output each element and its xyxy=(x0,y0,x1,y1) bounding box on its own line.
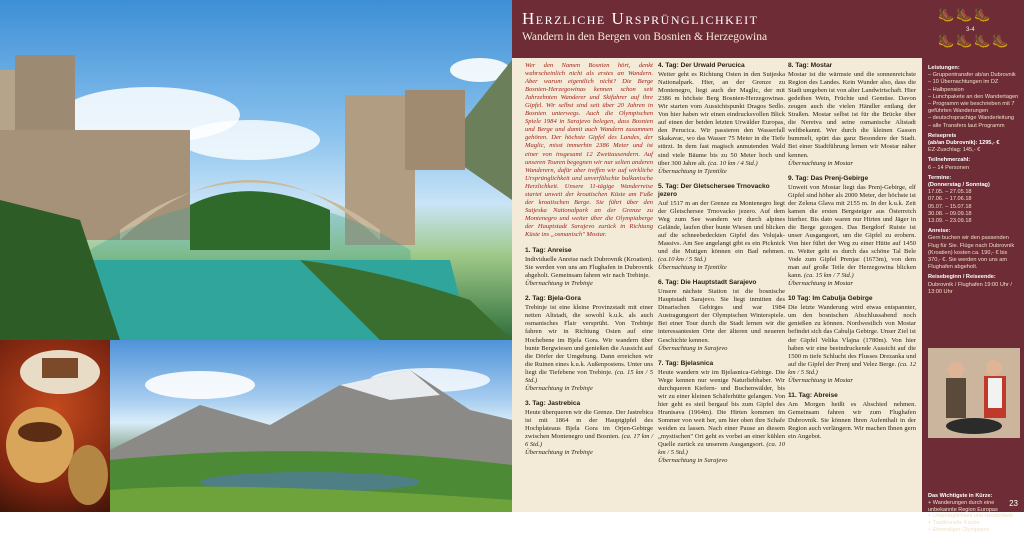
price-value: (ab/an Dubrovnik): 1295,- € xyxy=(928,140,1000,147)
day-overnight: Übernachtung in Mostar xyxy=(788,280,854,288)
service-item: – Gruppentransfer ab/an Dubrovnik xyxy=(928,72,1016,79)
day-text xyxy=(788,304,916,376)
dates-subheading: (Donnerstag / Sonntag) xyxy=(928,182,990,189)
day-heading: 6. Tag: Die Hauptstadt Sarajevo xyxy=(658,279,757,287)
start-end-heading: Reisebeginn / Reiseende: xyxy=(928,274,996,281)
day-entry xyxy=(788,62,916,168)
day-entry xyxy=(788,175,916,289)
date-item: 07.06. – 17.06.18 xyxy=(928,196,972,203)
day-entry xyxy=(525,400,653,457)
text-column-1 xyxy=(525,62,653,508)
participants-value: 6 – 14 Personen xyxy=(928,164,970,171)
price-heading: Reisepreis xyxy=(928,132,957,139)
day-overnight: Übernachtung in Tjentište xyxy=(658,167,727,175)
day-body: Trebinje ist eine kleine Provinzstadt mit einer netten Altstadt, die sowohl k.u.k. als auch osmanisches Flair versprüht. Von Trebinje fahren wir in Richtung Osten auf eine Hochebene im Bjela Gora. Wir wandern über bunte Bergwiesen und genießen die Aussicht auf die Dörfer der Umgebung. Dann erreichen wir die Ruinen eines k.u.k. Außenpostens. Unter uns liegt die Tiefebene von Trebinje. xyxy=(525,304,653,376)
arrival-heading: Anreise: xyxy=(928,228,951,235)
mostar-bridge-photo xyxy=(0,0,512,340)
page-subtitle: Wandern in den Bergen von Bosnien & Herzegowina xyxy=(522,31,768,43)
hiking-boot-icon: 🥾 xyxy=(974,7,991,22)
day-entry xyxy=(658,279,785,352)
day-duration: (ca. 17 km / 6 Std.) xyxy=(525,433,654,449)
page-title: Herzliche Ursprünglichkeit xyxy=(522,9,759,28)
hiking-boot-icon: 🥾 xyxy=(938,7,955,22)
key-fact-item: + Wanderungen durch eine unbekannte Region Europas xyxy=(928,499,998,513)
day-body: Weiter geht es Richtung Osten in den Sutjeska Nationalpark. Hier, an der Grenze zu Montenegro, liegt auch der Maglic, der mit 2386 m höchste Berg Bosnien-Herzegowinas. Wir starten vom Aussichtspunkt Dragos Sedlo. Von hier haben wir einen eindrucksvollen Blick auf einen der beiden letzten Urwälder Europas, den Perucica. Wir passieren den Wasserfall Skakavac, wo das Wasser 75 Meter in die Tiefe stürzt. In dem fast magisch anmutenden Wald sind viele Bäume bis zu 50 Meter hoch und über 300 Jahre alt. xyxy=(658,71,785,167)
day-overnight: Übernachtung in Sarajevo xyxy=(658,344,728,352)
date-item: 05.07. – 15.07.18 xyxy=(928,203,972,210)
info-sidebar xyxy=(922,58,1024,533)
day-overnight: Übernachtung in Mostar xyxy=(788,376,854,384)
service-item: – Halbpension xyxy=(928,86,964,93)
title-banner xyxy=(512,0,1024,58)
day-overnight: Übernachtung in Sarajevo xyxy=(658,457,728,465)
services-heading: Leistungen: xyxy=(928,65,960,71)
day-body: Die letzte Wanderung wird etwas entspannter, um den bosnischen Abschlussabend noch genießen zu können. Nordwestlich von Mostar befindet sich das Cabulja Gebirge. Unser Ziel ist der Gipfel Velika Vlajna (1780m). Von hier haben wir eine beeindruckende Aussicht auf die 1500 m tiefe Schlucht des Flusses Drezanka und auf die Gipfel der Prenj und Velez Berge. xyxy=(788,304,916,368)
service-item: – Programm wie beschrieben mit 7 geführten Wanderungen xyxy=(928,101,1015,115)
day-text: Unsere nächste Station ist die bosnische Hauptstadt Sarajevo. Sie liegt inmitten des Dinarischen Gebirges und war 1984 Austragungsort der Olympischen Winterspiele. Bei einer Tour durch die Stadt lernen wir die interessantesten Orte der älteren und neueren Geschichte kennen. xyxy=(658,288,785,344)
day-entry xyxy=(658,360,785,466)
day-text xyxy=(525,304,653,384)
day-heading: 5. Tag: Der Gletschersee Trnovacko jezero xyxy=(658,182,770,198)
day-body: Unweit von Mostar liegt das Prenj-Gebirge, elf Gipfel sind höher als 2000 Meter, der höchste ist der Zelena Glava mit 2155 m. In der k.u.k. Zeit kamen die ersten Bergsteiger aus Österreich hierher. Bis dato waren nur Hirten und Jäger in die Berge gezogen. Das Bergdorf Ruiste ist unser Ausgangsort, um die Gipfel zu erobern. Von hier führt der Weg zu einer Hütte auf 1450 m. Weiter geht es durch das schöne Tal Bele Vode zum Gipfel Prenjac (1673m), von dem man auf große Teile der Herzegowina blicken kann. xyxy=(788,183,916,280)
start-end-text: Dubrovnik / Flughafen 19:00 Uhr / 13:00 Uhr xyxy=(928,281,1012,295)
day-heading: 2. Tag: Bjela-Gora xyxy=(525,295,581,303)
date-item: 30.08. – 09.09.18 xyxy=(928,210,972,217)
single-supplement: EZ-Zuschlag: 145,- € xyxy=(928,147,981,154)
day-duration: (ca. 15 km / 7 Std.) xyxy=(804,272,854,280)
service-item: – 10 Übernachtungen im DZ xyxy=(928,79,999,86)
day-text xyxy=(658,200,785,264)
info-box xyxy=(928,62,1020,296)
day-heading: 4. Tag: Der Urwald Perucica xyxy=(658,62,745,69)
text-column-3 xyxy=(788,62,916,508)
day-duration: (ca. 12 km / 5 Std.) xyxy=(788,360,916,376)
day-heading: 3. Tag: Jastrebica xyxy=(525,399,581,407)
day-entry xyxy=(525,247,653,288)
intro-text: Wer den Namen Bosnien hört, denkt wahrscheinlich nicht als erstes an Wandern. Aber warum eigentlich nicht? Die Berge Bosnien-Herzegowinas kennen schon seit Jahrzehnten Wanderer und Skifahrer auf ihre Gipfel. Wir selbst sind seit über 20 Jahren in Bosnien unterwegs. Auch die Olympischen Spiele 1984 in Sarajevo belegen, dass Bosnien und Berge und damit auch Wandern zusammen gehören. Der höchste Gipfel des Landes, der Maglic, misst immerhin 2386 Meter und ist einer von insgesamt 12 Zweitausendern. Auf unseren Touren begegnen wir nur selten anderen Wanderern, dafür aber treffen wir auf wirkliche Ursprünglichkeit und unverfälschte balkanische Herzlichkeit. Unsere 11-tägige Wanderreise startet unweit der kroatischen Küste am Fuße der kroatischen Berge. Sie führt über den Sutjeska Nationalpark an der Grenze zu Montenegro und weiter über die Olympiaberge der Hauptstadt Sarajevo zurück in Richtung Küste ins „osmanisch" Mostar. xyxy=(525,62,653,238)
day-heading: 9. Tag: Das Prenj-Gebirge xyxy=(788,174,869,182)
page-number: 23 xyxy=(1009,499,1018,508)
day-entry xyxy=(658,62,785,176)
day-heading: 11. Tag: Abreise xyxy=(788,391,838,399)
day-body: Auf 1517 m an der Grenze zu Montenegro liegt der Gletschersee Trnovacko jezero. Auf dem Weg zum See wandern wir durch alpines Gelände, laufen über bunte Wiesen und blicken auf die schneebedeckten Gipfel des Volujak-Massivs. Am See angelangt gibt es ein Picknick und die Mutigen können ein Bad nehmen. xyxy=(658,199,785,256)
key-fact-item: + Ehemaliger Olympiaort xyxy=(928,526,989,533)
bosnian-coffee-sweets-photo xyxy=(0,340,110,512)
participants-heading: Teilnehmerzahl: xyxy=(928,157,971,164)
day-text xyxy=(658,369,785,458)
day-text xyxy=(525,409,653,449)
day-duration: (ca. 10 km / 4 Std.) xyxy=(708,159,758,167)
day-entry xyxy=(788,295,916,385)
text-column-2 xyxy=(658,62,785,508)
date-item: 17.05. – 27.05.18 xyxy=(928,189,972,196)
day-heading: 7. Tag: Bjelasnica xyxy=(658,359,714,367)
day-overnight: Übernachtung in Tjentište xyxy=(658,264,727,272)
day-text: Am Morgen heißt es Abschied nehmen. Gemeinsam fahren wir zum Flughafen Dubrovnik. Sie können Ihren Aufenthalt in der Region auch verlängern. Wir machen Ihnen gern ein Angebot. xyxy=(788,400,916,441)
day-text xyxy=(788,184,916,281)
key-fact-item: + Traditionelle Küche xyxy=(928,520,980,527)
day-text xyxy=(658,71,785,168)
mountain-lake-photo xyxy=(110,340,512,512)
day-entry xyxy=(788,392,916,441)
key-fact-item: + Ursprünglichkeit und Herzlichkeit xyxy=(928,513,1013,520)
traditional-cooking-photo xyxy=(928,348,1020,438)
key-facts-heading: Das Wichtigste in Kürze: xyxy=(928,493,993,499)
date-item: 13.09. – 23.09.18 xyxy=(928,218,972,225)
day-overnight: Übernachtung in Mostar xyxy=(788,159,854,167)
key-facts-box xyxy=(928,490,1020,534)
itinerary-page xyxy=(512,0,1024,533)
day-text: Mostar ist die wärmste und die sonnenreichste Region des Landes. Kein Wunder also, dass die Stadt umgeben ist von alter Landwirtschaft. Hier gedeihen Wein, Früchte und Gemüse. Davon zeugen auch die vielen Händler entlang der Straßen. Mostar selbst ist für die Brücke über die Neretva und seine osmanische Altstadt weltbekannt. Wer durch die kleinen Gassen bummelt, spürt das ganz Besondere der Stadt. Bei einer Stadtführung lernen wir Mostar näher kennen. xyxy=(788,71,916,159)
day-heading: 1. Tag: Anreise xyxy=(525,247,572,255)
day-heading: 8. Tag: Mostar xyxy=(788,62,833,69)
day-body: Heute wandern wir im Bjelasnica-Gebirge. Die Wege kennen nur wenige Naturliebhaber. Wir durchqueren Kiefern- und Buchenwälder, bis wir zu einer kleinen Schäferhütte gelangen. Von hier geht es steil bergauf bis zum Gipfel des Hranisava (1964m). Die Hirten kommen im Sommer von weit her, um hier oben ihre Schafe weiden zu lassen. Nach einer Pause an diesem „mystischen" Ort geht es vorbei an einer kühlen Quelle zurück zu unserem Ausgangsort. xyxy=(658,368,785,449)
day-overnight: Übernachtung in Trebinje xyxy=(525,280,593,288)
dates-heading: Termine: xyxy=(928,174,952,181)
service-item: – Lunchpakete an den Wandertagen xyxy=(928,93,1019,100)
day-duration: (ca.10 km / 5 Std.) xyxy=(658,256,706,264)
difficulty-label: 3-4 xyxy=(966,27,975,33)
day-duration: (ca. 10 km / 5 Std.) xyxy=(658,441,785,457)
service-item: – alle Transfers laut Programm xyxy=(928,122,1005,129)
hiking-boot-icon: 🥾 xyxy=(956,33,973,48)
service-item: – deutschsprachige Wanderleitung xyxy=(928,115,1014,122)
day-duration: (ca. 15 km / 5 Std.) xyxy=(525,368,653,384)
day-entry xyxy=(525,295,653,393)
hiking-boot-icon: 🥾 xyxy=(938,33,955,48)
day-entry xyxy=(658,183,785,273)
day-overnight: Übernachtung in Trebinje xyxy=(525,449,593,457)
arrival-text: Gern buchen wir den passenden Flug für Sie. Flüge nach Dubrovnik (Kroatien) kosten ca. 190,- € bis 370,- €. Sie werden von uns am Flughafen abgeholt. xyxy=(928,235,1015,271)
day-body: Heute überqueren wir die Grenze. Der Jastrebica ist mit 1864 m der Hauptgipfel des Hochplateaus Bjela Gora im Orjen-Gebirge zwischen Montenegro und Bosnien. xyxy=(525,408,653,441)
day-overnight: Übernachtung in Trebinje xyxy=(525,384,593,392)
day-text: Individuelle Anreise nach Dubrovnik (Kroatien). Sie werden von uns am Flughafen in Dubrovnik abgeholt. Gemeinsam fahren wir nach Trebinje. xyxy=(525,256,653,280)
hiking-boot-icon: 🥾 xyxy=(992,33,1009,48)
difficulty-rating xyxy=(938,8,1010,50)
hiking-boot-icon: 🥾 xyxy=(974,33,991,48)
hiking-boot-icon: 🥾 xyxy=(956,7,973,22)
day-heading: 10 Tag: Im Cabulja Gebirge xyxy=(788,295,873,303)
